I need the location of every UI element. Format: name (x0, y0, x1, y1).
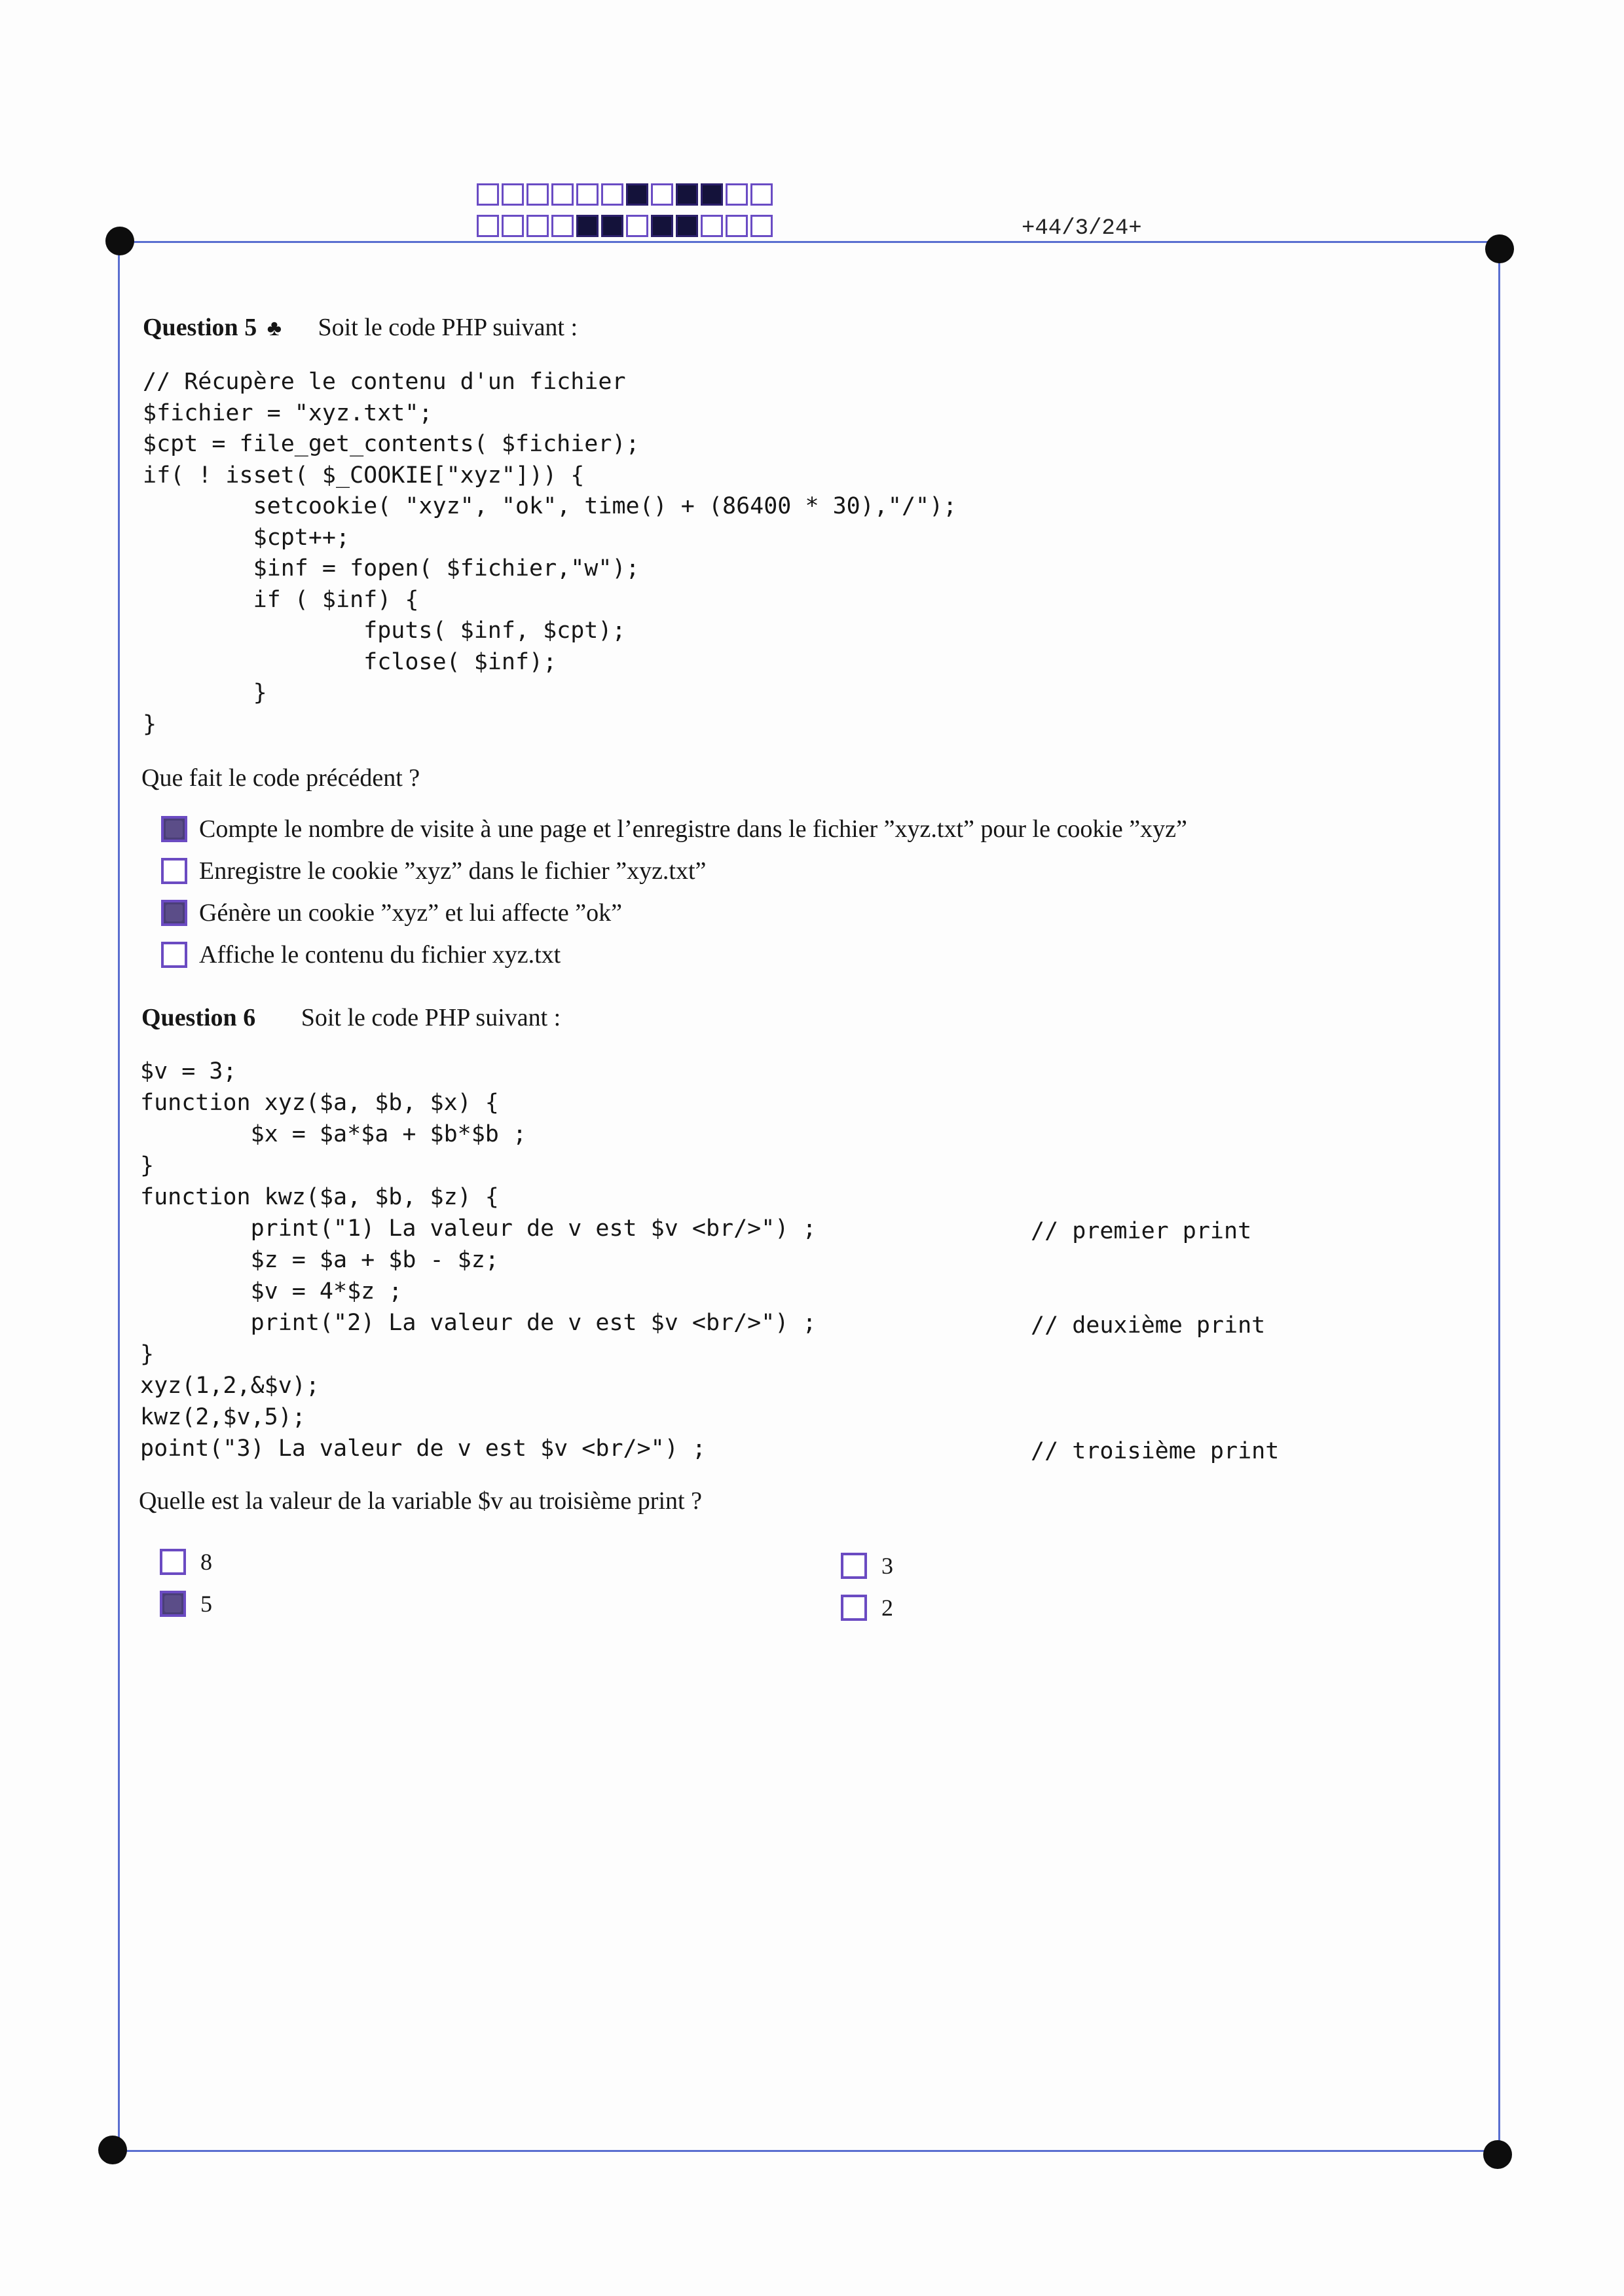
q5-answer-1-label: Compte le nombre de visite à une page et l’enregistre dans le fichier ”xyz.txt” pour le cookie ”xyz” (199, 815, 1187, 843)
frame-top (119, 241, 1500, 243)
question-6-number: Question 6 (141, 1004, 256, 1031)
q6-answer-4-label: 2 (881, 1595, 893, 1621)
corner-marker-bottom-left (98, 2136, 127, 2164)
id-box (726, 183, 748, 206)
question-5-code: // Récupère le contenu d'un fichier $fichier = "xyz.txt"; $cpt = file_get_contents( $fichier); if( ! isset( $_COOKIE["xyz"])) { setcookie( "xyz", "ok", time() + (86400 * 30),"/"); $cpt++; $inf = fopen( $fichier,"w"); if ( $inf) { fputs( $inf, $cpt); fclose( $inf); } } (143, 369, 957, 737)
id-box (601, 183, 623, 206)
id-box (750, 215, 773, 237)
q6-answer-3-label: 3 (881, 1553, 893, 1579)
id-box (701, 215, 723, 237)
question-6-title: Soit le code PHP suivant : (301, 1004, 561, 1031)
question-5-header (143, 313, 578, 342)
q6-answer-3[interactable] (841, 1552, 893, 1580)
corner-marker-top-right (1485, 234, 1514, 263)
q6-answer-2[interactable] (160, 1590, 212, 1618)
id-box (477, 215, 499, 237)
frame-left (118, 242, 120, 2151)
q5-answer-1[interactable] (161, 815, 1187, 843)
id-box (477, 183, 499, 206)
id-box (676, 215, 698, 237)
id-box (726, 215, 748, 237)
comment-premier-print: // premier print (1031, 1218, 1252, 1244)
id-box (701, 183, 723, 206)
id-box (750, 183, 773, 206)
id-box (651, 215, 673, 237)
corner-marker-top-left (105, 227, 134, 255)
id-box (601, 215, 623, 237)
q5-answer-3-checkbox[interactable] (161, 900, 187, 926)
question-5-number: Question 5 (143, 314, 257, 341)
frame-right (1498, 249, 1500, 2151)
q5-answer-2[interactable] (161, 857, 706, 885)
id-box (551, 183, 574, 206)
q5-answer-2-checkbox[interactable] (161, 858, 187, 884)
comment-deuxieme-print: // deuxième print (1031, 1312, 1266, 1339)
q5-answer-4-checkbox[interactable] (161, 942, 187, 968)
id-box (526, 215, 549, 237)
question-5-title: Soit le code PHP suivant : (318, 314, 578, 341)
q6-answer-4-checkbox[interactable] (841, 1595, 867, 1621)
id-box (626, 183, 648, 206)
q6-answer-2-label: 5 (200, 1591, 212, 1617)
question-6-header (141, 1003, 561, 1032)
q5-answer-4[interactable] (161, 940, 561, 969)
question-5-prompt: Que fait le code précédent ? (141, 764, 420, 792)
question-6-code: $v = 3; function xyz($a, $b, $x) { $x = $a*$a + $b*$b ; } function kwz($a, $b, $z) { print("1) La valeur de v est $v <br/>") ; $z = $a + $b - $z; $v = 4*$z ; print("2) La valeur de v est $v <br/>") ; } xyz(1,2,&$v); kwz(2,$v,5); point("3) La valeur de v est $v <br/>") ; (140, 1058, 817, 1462)
student-id-boxes-row-2 (477, 215, 775, 237)
id-box (526, 183, 549, 206)
frame-bottom (113, 2150, 1498, 2152)
comment-troisieme-print: // troisième print (1031, 1438, 1280, 1464)
id-box (576, 183, 599, 206)
student-id-boxes-row-1 (477, 183, 775, 206)
page-identifier: +44/3/24+ (1022, 216, 1142, 241)
q6-answer-2-checkbox[interactable] (160, 1591, 186, 1617)
id-box (551, 215, 574, 237)
q5-answer-1-checkbox[interactable] (161, 816, 187, 842)
q6-answer-4[interactable] (841, 1594, 893, 1621)
q5-answer-3[interactable] (161, 898, 622, 927)
corner-marker-bottom-right (1483, 2140, 1512, 2169)
q6-answer-3-checkbox[interactable] (841, 1553, 867, 1579)
id-box (502, 183, 524, 206)
club-icon: ♣ (267, 316, 282, 341)
id-box (576, 215, 599, 237)
id-box (626, 215, 648, 237)
question-6-prompt: Quelle est la valeur de la variable $v au troisième print ? (139, 1487, 702, 1515)
id-box (676, 183, 698, 206)
q6-answer-1-checkbox[interactable] (160, 1549, 186, 1575)
q5-answer-4-label: Affiche le contenu du fichier xyz.txt (199, 941, 561, 969)
q6-answer-1[interactable] (160, 1548, 212, 1576)
q6-answer-1-label: 8 (200, 1549, 212, 1575)
id-box (502, 215, 524, 237)
id-box (651, 183, 673, 206)
q5-answer-3-label: Génère un cookie ”xyz” et lui affecte ”ok” (199, 899, 622, 927)
q5-answer-2-label: Enregistre le cookie ”xyz” dans le fichier ”xyz.txt” (199, 857, 707, 885)
